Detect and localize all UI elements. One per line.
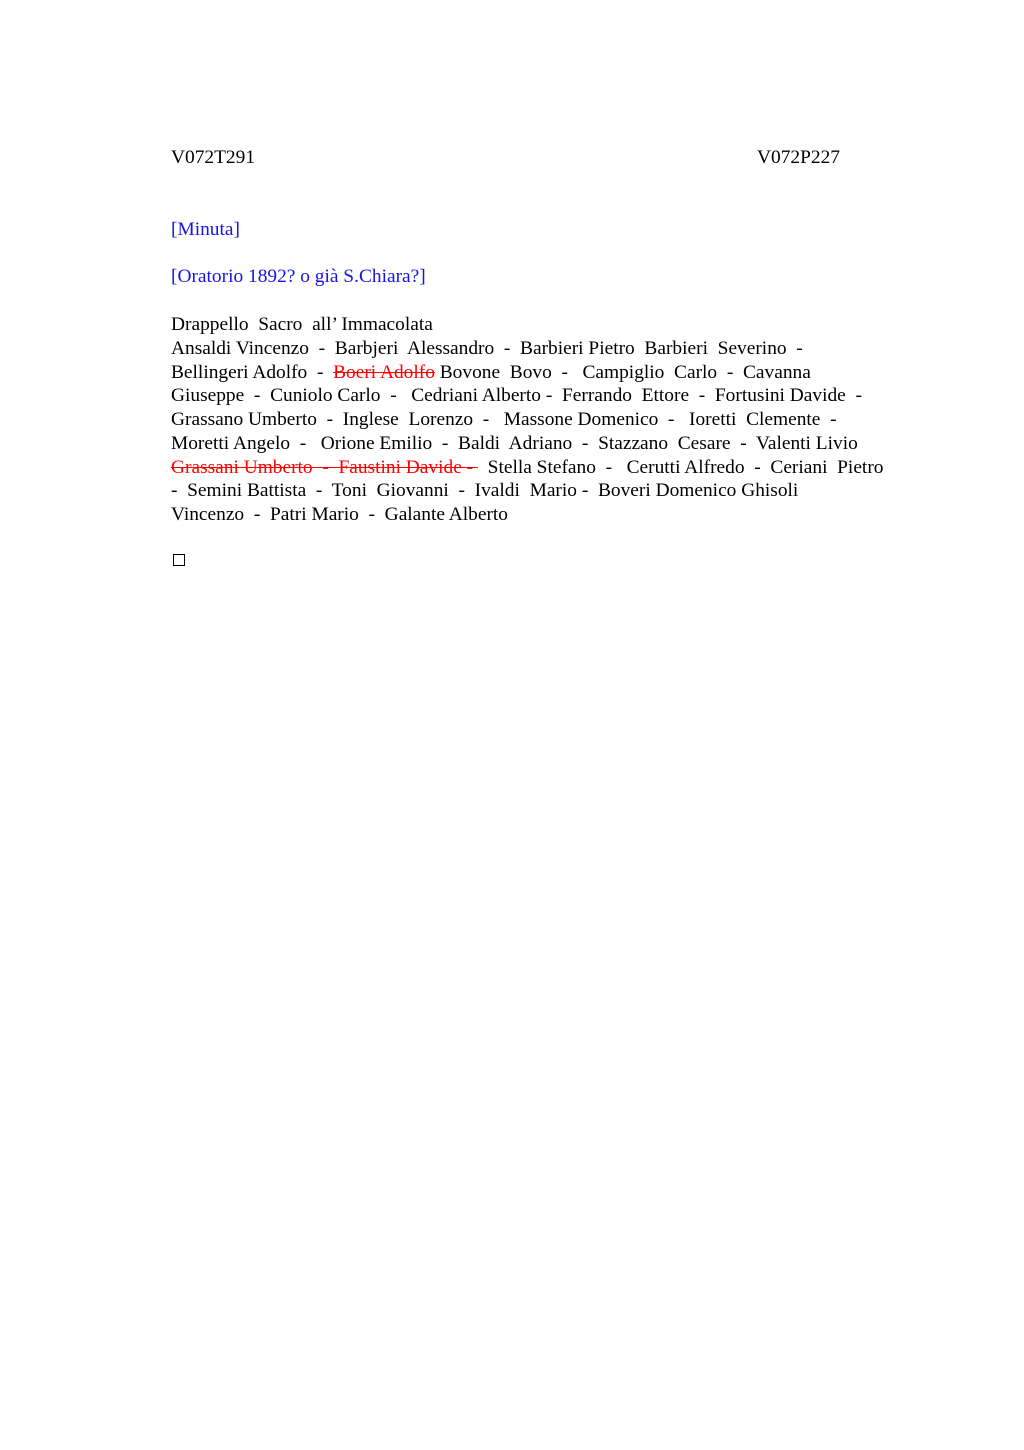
name-text: Giuseppe - Cuniolo Carlo - Cedriani Alberto - Ferrando Ettore - Fortusini Davide - — [171, 385, 862, 407]
name-list-line — [171, 384, 862, 408]
name-list-line — [171, 503, 508, 527]
name-list-line — [171, 408, 837, 432]
name-list-line — [171, 337, 803, 361]
name-list-line — [171, 479, 798, 503]
minuta-note: [Minuta] — [171, 219, 240, 240]
name-list-line — [171, 432, 858, 456]
left-code: V072T291 — [171, 147, 256, 168]
document-heading: Drappello Sacro all’ Immacolata — [171, 314, 433, 335]
name-text: - Semini Battista - Toni Giovanni - Ivaldi Mario - Boveri Domenico Ghisoli — [171, 480, 799, 502]
deleted-text: Boeri Adolfo — [333, 361, 435, 383]
name-list-line — [171, 456, 883, 480]
name-text: Moretti Angelo - Orione Emilio - Baldi Adriano - Stazzano Cesare - Valenti Livio — [171, 432, 858, 454]
empty-square-icon — [173, 554, 185, 566]
name-text: Vincenzo - Patri Mario - Galante Alberto — [171, 503, 508, 525]
name-text: Bovone Bovo - Campiglio Carlo - Cavanna — [434, 361, 811, 383]
name-text: Stella Stefano - Cerutti Alfredo - Ceriani Pietro — [477, 456, 884, 478]
oratorio-note: [Oratorio 1892? o già S.Chiara?] — [171, 266, 426, 287]
right-code: V072P227 — [757, 147, 840, 168]
name-text: Bellingeri Adolfo - — [171, 361, 334, 383]
name-list-line — [171, 361, 811, 385]
name-text: Grassano Umberto - Inglese Lorenzo - Massone Domenico - Ioretti Clemente - — [171, 409, 837, 431]
name-text: Ansaldi Vincenzo - Barbjeri Alessandro - Barbieri Pietro Barbieri Severino - — [171, 338, 803, 359]
deleted-text: Grassani Umberto - Faustini Davide - — [171, 456, 478, 478]
